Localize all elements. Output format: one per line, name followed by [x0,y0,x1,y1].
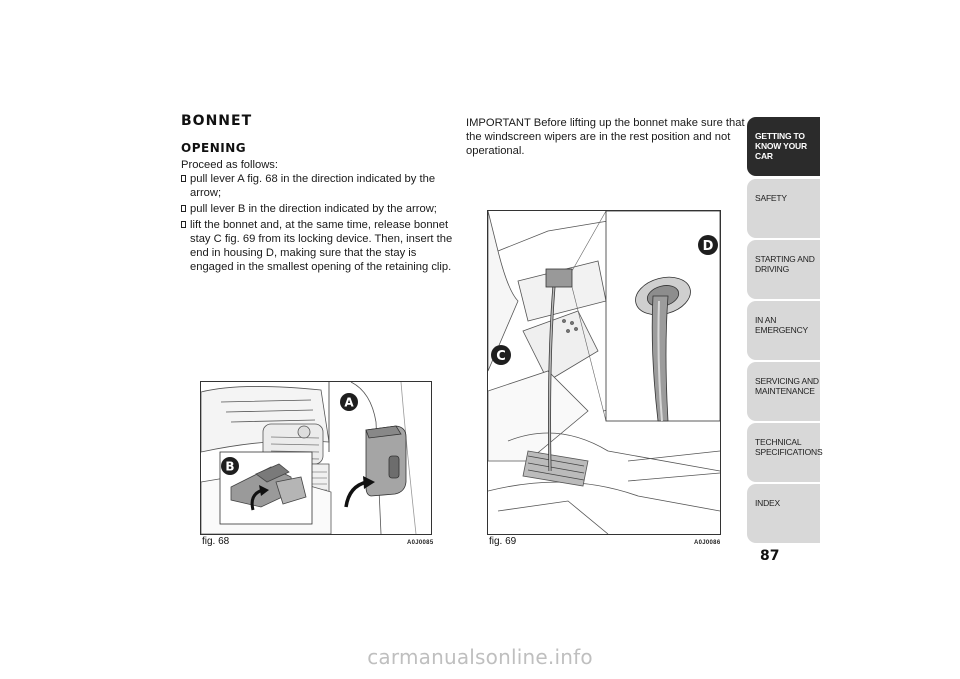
watermark: carmanualsonline.info [367,645,593,669]
tab-index[interactable]: INDEX [747,484,820,543]
checkbox-bullet-icon [181,175,186,182]
tab-safety[interactable]: SAFETY [747,179,820,238]
steps-list [181,172,457,276]
figure-69 [487,210,721,535]
intro-text: Proceed as follows: [181,159,279,171]
figure-label-a: A [344,395,354,410]
list-item: lift the bonnet and, at the same time, release bonnet stay C fig. 69 from its locking device. Then, insert the end in housing D, making sure that the stay is engaged in the smallest opening of the retaining clip. [181,218,457,274]
page-number: 87 [760,548,780,564]
section-subtitle: OPENING [181,141,247,155]
list-item: pull lever A fig. 68 in the direction indicated by the arrow; [181,172,457,200]
figure-label-c: C [496,349,506,364]
figure-68-code: A0J0085 [407,540,434,546]
figure-68 [200,381,432,535]
figure-label-b: B [225,459,235,474]
figure-label-d: D [702,239,714,254]
tab-technical-specifications[interactable]: TECHNICAL SPECIFICATIONS [747,423,820,482]
checkbox-bullet-icon [181,221,186,228]
figure-68-caption: fig. 68 [202,536,230,547]
section-title: BONNET [181,113,253,129]
list-item: pull lever B in the direction indicated by the arrow; [181,202,457,216]
important-note: IMPORTANT Before lifting up the bonnet make sure that the windscreen wipers are in the rest position and not operational. [466,117,745,157]
figure-68-illustration [201,382,431,534]
checkbox-bullet-icon [181,205,186,212]
figure-69-illustration [488,211,720,534]
figure-69-caption: fig. 69 [489,536,517,547]
tab-in-an-emergency[interactable]: IN AN EMERGENCY [747,301,820,360]
tab-getting-to-know-your-car[interactable]: GETTING TO KNOW YOUR CAR [747,117,820,176]
figure-69-code: A0J0086 [694,540,721,546]
tab-starting-and-driving[interactable]: STARTING AND DRIVING [747,240,820,299]
tab-servicing-and-maintenance[interactable]: SERVICING AND MAINTENANCE [747,362,820,421]
